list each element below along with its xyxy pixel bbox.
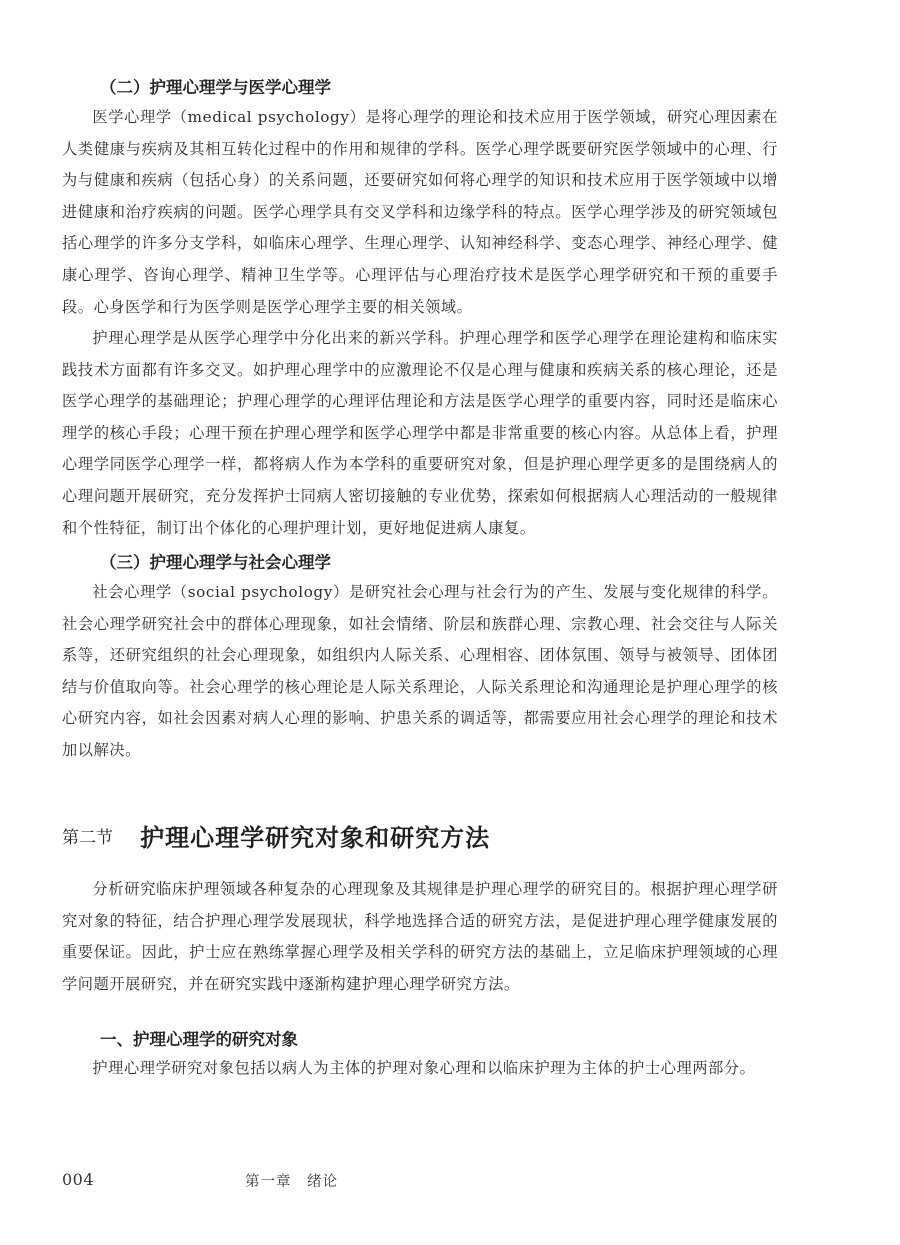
paragraph-medical-psychology-definition: 医学心理学（medical psychology）是将心理学的理论和技术应用于医学领域，研究心理因素在人类健康与疾病及其相互转化过程中的作用和规律的学科。医学心理学既要研究医学领域中的心理、行为与健康和疾病（包括心身）的关系问题，还要研究如何将心理学的知识和技术应用于医学领域中以增进健康和治疗疾病的问题。医学心理学具有交叉学科和边缘学科的特点。医学心理学涉及的研究领域包括心理学的许多分支学科，如临床心理学、生理心理学、认知神经科学、变态心理学、神经心理学、健康心理学、咨询心理学、精神卫生学等。心理评估与心理治疗技术是医学心理学研究和干预的重要手段。心身医学和行为医学则是医学心理学主要的相关领域。 <box>62 108 778 316</box>
book-page <box>62 0 778 1245</box>
section-title: 护理心理学研究对象和研究方法 <box>140 824 491 852</box>
paragraph-section-intro: 分析研究临床护理领域各种复杂的心理现象及其规律是护理心理学的研究目的。根据护理心理学研究对象的特征，结合护理心理学发展现状，科学地选择合适的研究方法，是促进护理心理学健康发展的重要保证。因此，护士应在熟练掌握心理学及相关学科的研究方法的基础上，立足临床护理领域的心理学问题开展研究，并在研究实践中逐渐构建护理心理学研究方法。 <box>62 880 778 993</box>
running-footer-chapter: 第一章 绪论 <box>245 1174 338 1190</box>
paragraph-social-psychology-definition: 社会心理学（social psychology）是研究社会心理与社会行为的产生、发展与变化规律的科学。社会心理学研究社会中的群体心理现象，如社会情绪、阶层和族群心理、宗教心理、社会交往与人际关系等，还研究组织的社会心理现象，如组织内人际关系、心理相容、团体氛围、领导与被领导、团体团结与价值取向等。社会心理学的核心理论是人际关系理论，人际关系理论和沟通理论是护理心理学的核心研究内容，如社会因素对病人心理的影响、护患关系的调适等，都需要应用社会心理学的理论和技术加以解决。 <box>62 583 778 759</box>
subsection-heading-nursing-vs-social-psychology: （三）护理心理学与社会心理学 <box>100 553 331 572</box>
part-heading-research-objects: 一、护理心理学的研究对象 <box>100 1030 298 1049</box>
page-number: 004 <box>62 1170 95 1189</box>
section-number: 第二节 <box>62 828 113 848</box>
paragraph-nursing-psychology-relation: 护理心理学是从医学心理学中分化出来的新兴学科。护理心理学和医学心理学在理论建构和临床实践技术方面都有许多交叉。如护理心理学中的应激理论不仅是心理与健康和疾病关系的核心理论，还是医学心理学的基础理论；护理心理学的心理评估理论和方法是医学心理学的重要内容，同时还是临床心理学的核心手段；心理干预在护理心理学和医学心理学中都是非常重要的核心内容。从总体上看，护理心理学同医学心理学一样，都将病人作为本学科的重要研究对象，但是护理心理学更多的是围绕病人的心理问题开展研究，充分发挥护士同病人密切接触的专业优势，探索如何根据病人心理活动的一般规律和个性特征，制订出个体化的心理护理计划，更好地促进病人康复。 <box>62 329 778 537</box>
section-heading <box>62 818 490 858</box>
paragraph-research-objects: 护理心理学研究对象包括以病人为主体的护理对象心理和以临床护理为主体的护士心理两部分。 <box>92 1059 756 1077</box>
subsection-heading-nursing-vs-medical-psychology: （二）护理心理学与医学心理学 <box>100 78 331 97</box>
